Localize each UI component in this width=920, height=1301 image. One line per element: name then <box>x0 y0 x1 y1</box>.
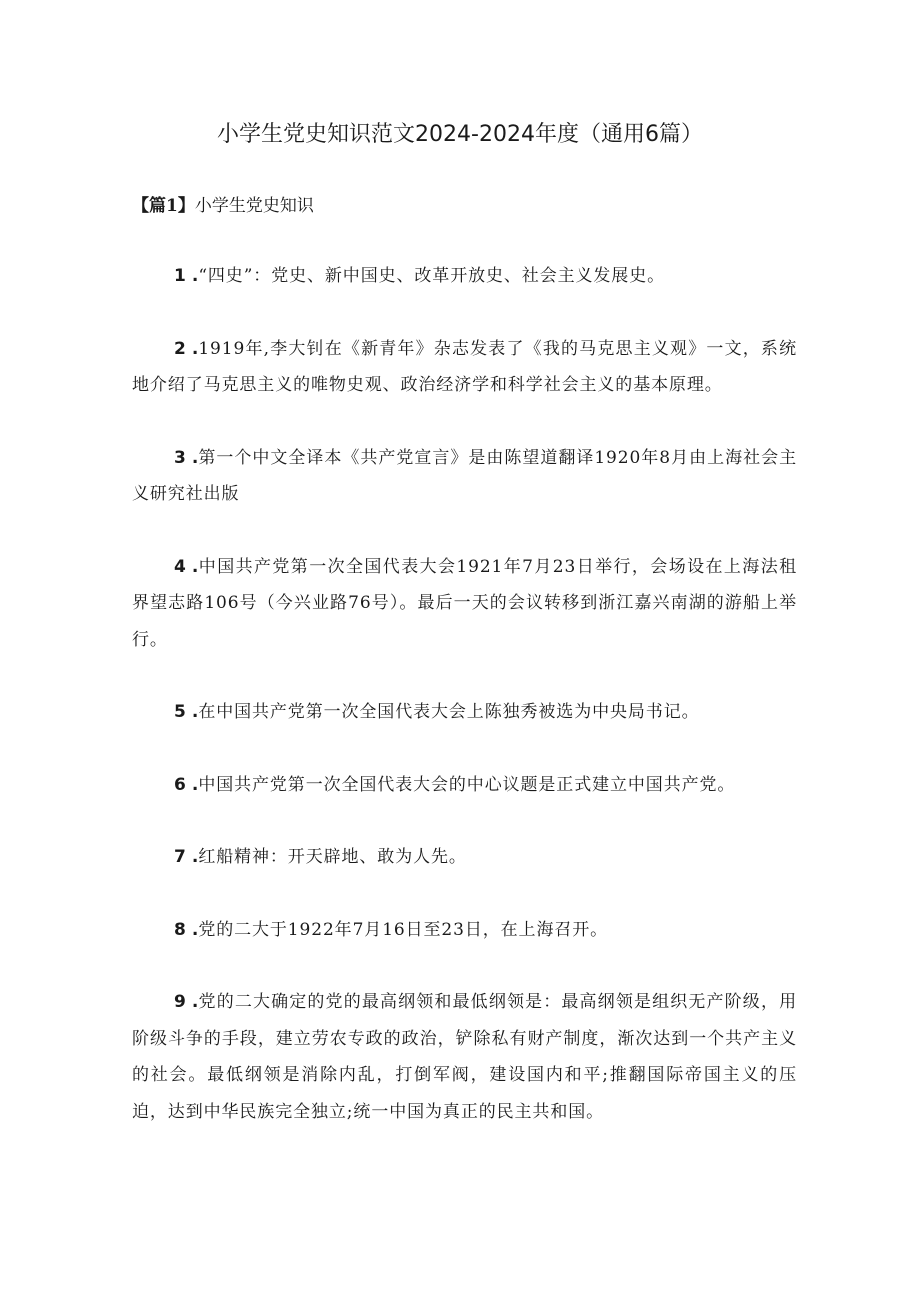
list-item: 8 .党的二大于1922年7月16日至23日，在上海召开。 <box>174 919 609 940</box>
item-text: 党的二大确定的党的最高纲领和最低纲领是：最高纲领是组织无产阶级，用阶级斗争的手段，建立劳农专政的政治，铲除私有财产制度，渐次达到一个共产主义的社会。最低纲领是消除内乱，打倒军阀，建设国内和平;推翻国际帝国主义的压迫，达到中华民族完全独立;统一中国为真正的民主共和国。 <box>132 992 797 1122</box>
item-text: 中国共产党第一次全国代表大会1921年7月23日举行，会场设在上海法租界望志路106号（今兴业路76号）。最后一天的会议转移到浙江嘉兴南湖的游船上举行。 <box>132 556 797 650</box>
item-text: 1919年,李大钊在《新青年》杂志发表了《我的马克思主义观》一文，系统地介绍了马克思主义的唯物史观、政治经济学和科学社会主义的基本原理。 <box>132 338 797 395</box>
item-text: 党的二大于1922年7月16日至23日，在上海召开。 <box>198 919 609 940</box>
list-item: 5 .在中国共产党第一次全国代表大会上陈独秀被选为中央局书记。 <box>174 702 700 722</box>
list-item: 7 .红船精神：开天辟地、敢为人先。 <box>174 847 467 867</box>
list-item: 6 .中国共产党第一次全国代表大会的中心议题是正式建立中国共产党。 <box>174 774 736 795</box>
list-item: 9 .党的二大确定的党的最高纲领和最低纲领是：最高纲领是组织无产阶级，用阶级斗争的手段，建立劳农专政的政治，铲除私有财产制度，渐次达到一个共产主义的社会。最低纲领是消除内乱，打倒军阀，建设国内和平;推翻国际帝国主义的压迫，达到中华民族完全独立;统一中国为真正的民主共和国。 <box>132 992 797 1122</box>
document-title: 小学生党史知识范文2024-2024年度（通用6篇） <box>217 122 703 147</box>
item-text: 红船精神：开天辟地、敢为人先。 <box>198 847 467 867</box>
item-number: 1 <box>174 266 186 286</box>
section-title: 小学生党史知识 <box>194 196 314 216</box>
section-label: 【篇1】 <box>132 196 195 216</box>
item-text: “四史”：党史、新中国史、改革开放史、社会主义发展史。 <box>198 266 665 286</box>
list-item: 1 .“四史”：党史、新中国史、改革开放史、社会主义发展史。 <box>174 266 665 286</box>
list-item: 4 .中国共产党第一次全国代表大会1921年7月23日举行，会场设在上海法租界望志路106号（今兴业路76号）。最后一天的会议转移到浙江嘉兴南湖的游船上举行。 <box>132 556 797 650</box>
item-text: 中国共产党第一次全国代表大会的中心议题是正式建立中国共产党。 <box>198 774 736 795</box>
item-number: 5 <box>174 702 186 722</box>
item-number: 3 <box>174 447 186 468</box>
list-item: 2 .1919年,李大钊在《新青年》杂志发表了《我的马克思主义观》一文，系统地介绍了马克思主义的唯物史观、政治经济学和科学社会主义的基本原理。 <box>132 338 797 395</box>
knowledge-list <box>132 258 797 1166</box>
item-text: 在中国共产党第一次全国代表大会上陈独秀被选为中央局书记。 <box>198 702 700 722</box>
item-text: 第一个中文全译本《共产党宣言》是由陈望道翻译1920年8月由上海社会主义研究社出版 <box>132 447 797 504</box>
list-item: 3 .第一个中文全译本《共产党宣言》是由陈望道翻译1920年8月由上海社会主义研究社出版 <box>132 447 797 504</box>
item-number: 2 <box>174 338 186 359</box>
item-number: 4 <box>174 556 186 577</box>
item-number: 9 <box>174 992 186 1012</box>
section-heading <box>132 192 314 220</box>
item-number: 7 <box>174 847 186 867</box>
item-number: 8 <box>174 919 186 940</box>
item-number: 6 <box>174 774 186 795</box>
